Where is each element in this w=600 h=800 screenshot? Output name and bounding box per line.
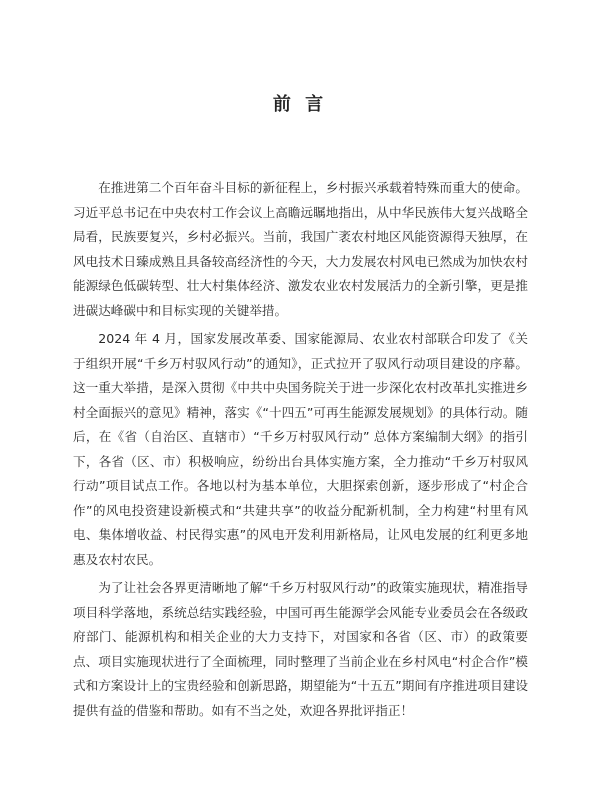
paragraph-3: 为了让社会各界更清晰地了解“千乡万村驭风行动”的政策实施现状，精准指导项目科学落地，系统总结实践经验，中国可再生能源学会风能专业委员会在各级政府部门、能源机构和相关企业的大力支持下，对国家和各省（区、市）的政策要点、项目实施现状进行了全面梳理，同时整理了当前企业在乡村风电“村企合作”模式和方案设计上的宝贵经验和创新思路，期望能为“十五五”期间有序推进项目建设提供有益的借鉴和帮助。如有不当之处，欢迎各界批评指正！ bbox=[73, 580, 528, 718]
paragraph-1: 在推进第二个百年奋斗目标的新征程上，乡村振兴承载着特殊而重大的使命。习近平总书记在中央农村工作会议上高瞻远瞩地指出，从中华民族伟大复兴战略全局看，民族要复兴，乡村必振兴。当前，我国广袤农村地区风能资源得天独厚，在风电技术日臻成熟且具备较高经济性的今天，大力发展农村风电已然成为加快农村能源绿色低碳转型、壮大村集体经济、激发农业农村发展活力的全新引擎，更是推进碳达峰碳中和目标实现的关键举措。 bbox=[73, 180, 528, 318]
preface-body bbox=[73, 176, 528, 727]
page-title: 前 言 bbox=[272, 94, 328, 115]
paragraph-2: 2024 年 4 月，国家发展改革委、国家能源局、农业农村部联合印发了《关于组织开展“千乡万村驭风行动”的通知》，正式拉开了驭风行动项目建设的序幕。这一重大举措，是深入贯彻《中共中央国务院关于进一步深化农村改革扎实推进乡村全面振兴的意见》精神，落实《“十四五”可再生能源发展规划》的具体行动。随后，在《省（自治区、直辖市）“千乡万村驭风行动” 总体方案编制大纲》的指引下，各省（区、市）积极响应，纷纷出台具体实施方案，全力推动“千乡万村驭风行动”项目试点工作。各地以村为基本单位，大胆探索创新，逐步形成了“村企合作”的风电投资建设新模式和“共建共享”的收益分配新机制，全力构建“村里有风电、集体增收益、村民得实惠”的风电开发利用新格局，让风电发展的红利更多地惠及农村农民。 bbox=[73, 331, 528, 567]
